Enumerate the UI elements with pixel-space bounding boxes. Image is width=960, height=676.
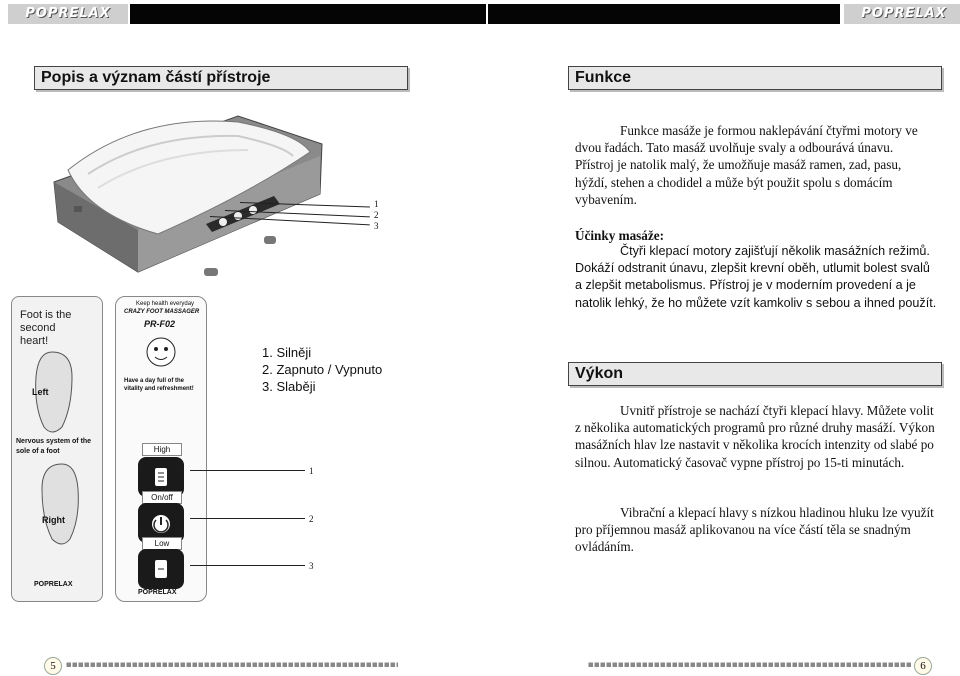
- mascot-icon: [144, 335, 178, 369]
- remote-brand: POPRELAX: [138, 589, 177, 596]
- remote-tagline: Keep health everyday: [136, 301, 195, 307]
- remote-slogan: Have a day full of the vitality and refreshment!: [124, 378, 194, 392]
- section-title-vykon: Výkon: [568, 362, 942, 386]
- foot-sheet-brand: POPRELAX: [34, 581, 73, 588]
- device-callout-3: 3: [374, 221, 379, 231]
- foot-reflexology-sheet: [11, 296, 103, 602]
- minus-icon: [138, 549, 184, 589]
- remote-low-button[interactable]: [138, 549, 184, 589]
- remote-callout-2: 2: [309, 514, 314, 524]
- section-title-parts: Popis a význam částí přístroje: [34, 66, 408, 90]
- ucinky-title: Účinky masáže:: [575, 228, 665, 243]
- funkce-text: Funkce masáže je formou naklepávání čtyřmi motory ve dvou řadách. Tato masáž uvolňuje svaly a odbourává únavu. Přístroj je natolik malý, že umožňuje masáž ramen, zad, pasu, hýždí, stehen a chodidel a může být použit spolu s domácím vybavením.: [575, 123, 918, 207]
- footer-dots-left: [66, 662, 398, 668]
- footer-dots-right: [588, 662, 912, 668]
- page-number-right: 6: [914, 657, 932, 675]
- device-callout-2: 2: [374, 210, 379, 220]
- header-bar-left: [130, 4, 486, 24]
- remote-high-label: High: [142, 443, 182, 456]
- brand-logo-left: POPRELAX: [8, 4, 128, 24]
- remote-callout-line-1: [190, 470, 305, 471]
- header-bar-right: [488, 4, 840, 24]
- foot-left-label: Left: [32, 387, 49, 397]
- remote-low-label: Low: [142, 537, 182, 550]
- legend-item-1: 1. Silněji: [262, 345, 312, 360]
- remote-model: PR-F02: [144, 319, 176, 329]
- remote-control: [115, 296, 207, 602]
- vykon-text-2: Vibrační a klepací hlavy s nízkou hladinou hluku lze využít pro příjemnou masáž aplikovanou na více částí těla se snadným ovládáním.: [575, 505, 934, 555]
- remote-product: CRAZY FOOT MASSAGER: [124, 309, 200, 315]
- vykon-text: Uvnitř přístroje se nachází čtyři klepací hlavy. Můžete volit z několika automatických programů pro různé druhy masáží. Výkon masážních hlav lze nastavit v několika krocích intenzity od slabé po silnou. Automatický časovač vypne přístroj po 15-ti minutách.: [575, 403, 935, 470]
- device-callout-1: 1: [374, 199, 379, 209]
- ucinky-text: Čtyři klepací motory zajišťují několik masážních režimů. Dokáží odstranit únavu, zlepšit krevní oběh, utlumit bolest svalů a zlepšit metabolismus. Přístroj je v moderním provedení a je natolik lehký, že ho můžete vzít kamkoliv s sebou a ihned použít.: [575, 244, 937, 310]
- foot-sheet-headline: Foot is the second heart!: [20, 309, 72, 347]
- remote-callout-3: 3: [309, 561, 314, 571]
- page-number-left: 5: [44, 657, 62, 675]
- remote-callout-line-2: [190, 518, 305, 519]
- remote-callout-1: 1: [309, 466, 314, 476]
- legend-item-3: 3. Slaběji: [262, 379, 316, 394]
- foot-right-label: Right: [42, 515, 65, 525]
- brand-logo-right: POPRELAX: [844, 4, 960, 24]
- foot-nervous-label: Nervous system of the sole of a foot: [16, 438, 92, 455]
- section-title-funkce: Funkce: [568, 66, 942, 90]
- legend-list: [262, 344, 382, 395]
- remote-callout-line-3: [190, 565, 305, 566]
- legend-item-2: 2. Zapnuto / Vypnuto: [262, 362, 383, 377]
- right-foot-icon: [22, 459, 92, 549]
- remote-onoff-label: On/off: [142, 491, 182, 504]
